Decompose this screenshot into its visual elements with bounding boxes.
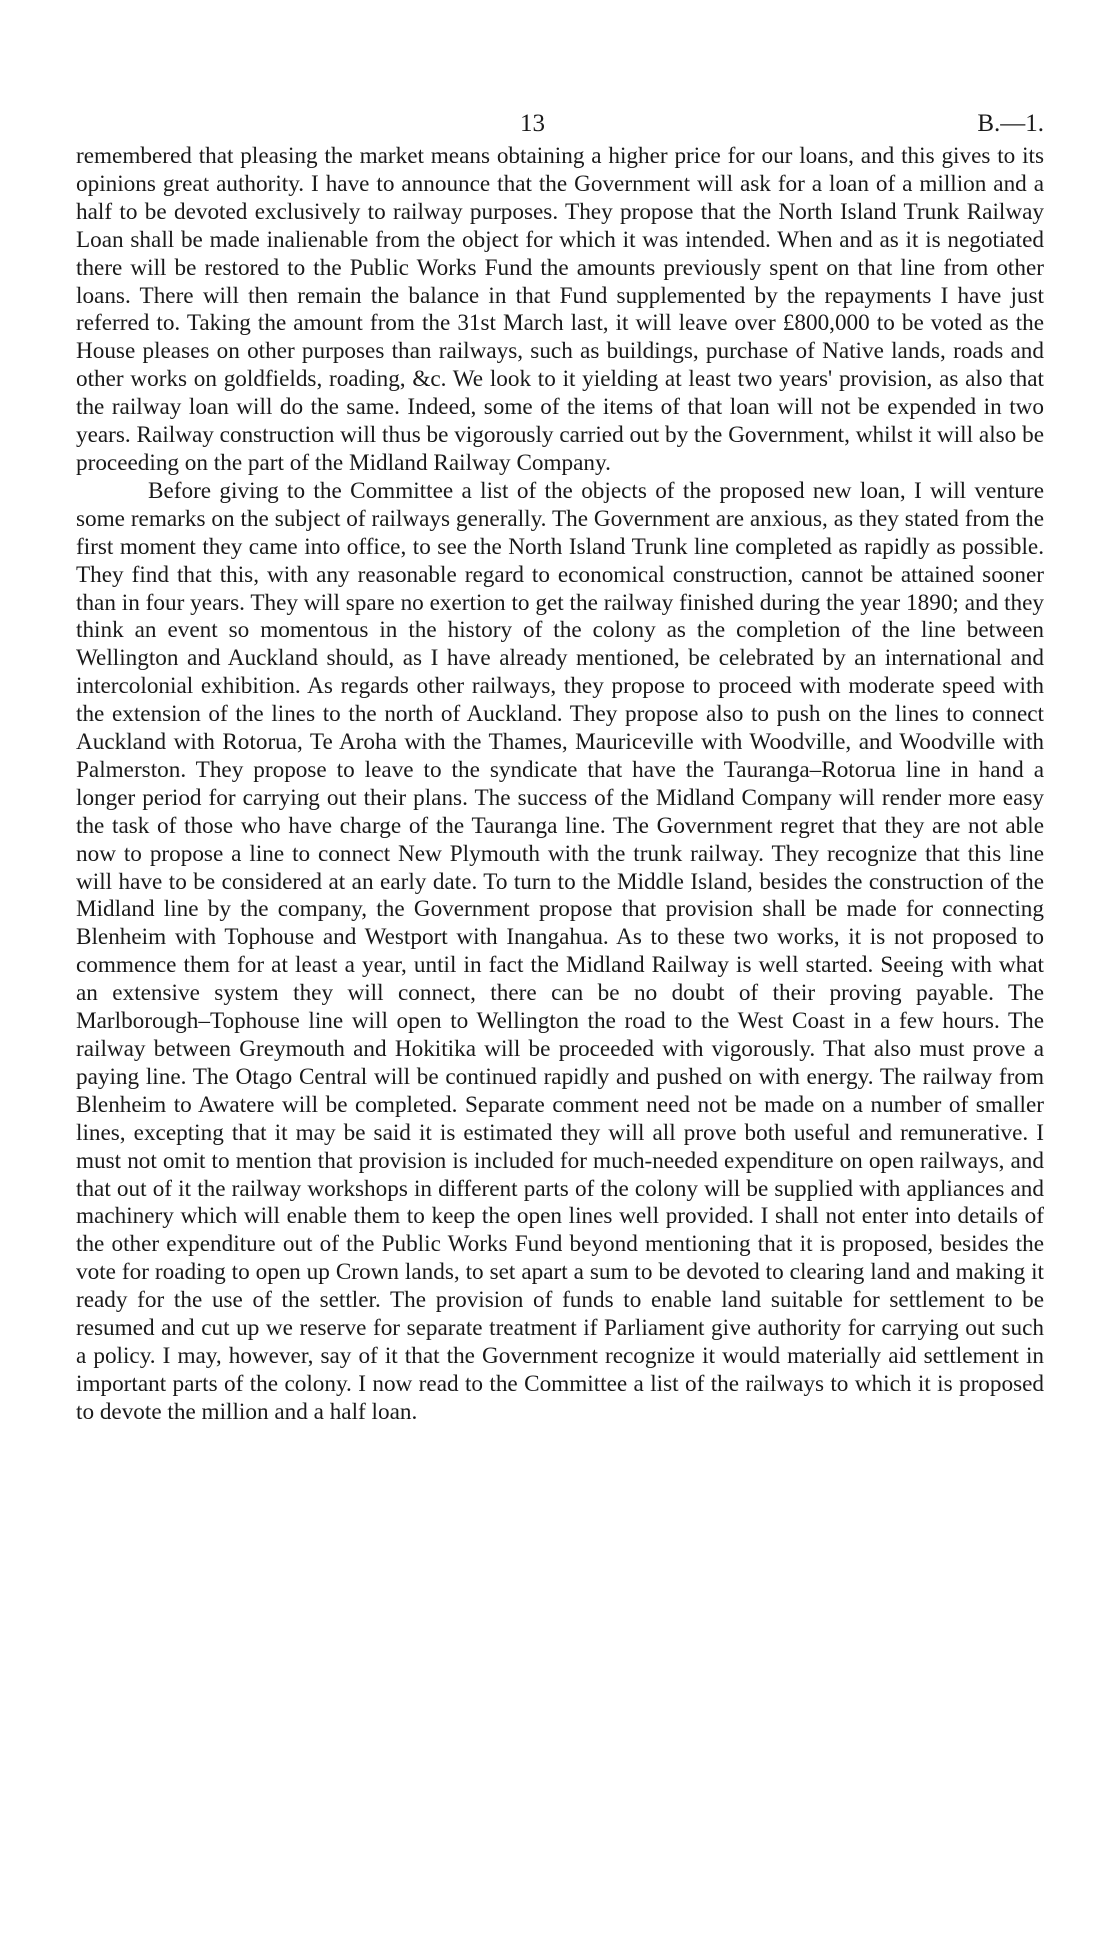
page-header [76, 110, 1044, 140]
paper-reference: B.—1. [977, 110, 1044, 137]
paragraph-continued: remembered that pleasing the market means obtaining a higher price for our loans, and this gives to its opinions great authority. I have to announce that the Government will ask for a loan of a million and a half to be devoted exclusively to railway purposes. They propose that the North Island Trunk Railway Loan shall be made inalienable from the object for which it was intended. When and as it is negotiated there will be restored to the Public Works Fund the amounts previously spent on that line from other loans. There will then remain the balance in that Fund supplemented by the repayments I have just referred to. Taking the amount from the 31st March last, it will leave over £800,000 to be voted as the House pleases on other purposes than railways, such as buildings, purchase of Native lands, roads and other works on goldfields, roading, &c. We look to it yielding at least two years' provision, as also that the railway loan will do the same. Indeed, some of the items of that loan will not be expended in two years. Railway construction will thus be vigorously carried out by the Government, whilst it will also be proceeding on the part of the Midland Railway Company. [76, 143, 1044, 476]
page-number: 13 [520, 110, 545, 137]
body-text [76, 143, 1044, 1427]
paragraph-railways: Before giving to the Committee a list of the objects of the proposed new loan, I will venture some remarks on the subject of railways generally. The Government are anxious, as they stated from the first moment they came into office, to see the North Island Trunk line completed as rapidly as possible. They find that this, with any reasonable regard to economical construction, cannot be attained sooner than in four years. They will spare no exertion to get the railway finished during the year 1890; and they think an event so momentous in the history of the colony as the completion of the line between Wellington and Auckland should, as I have already mentioned, be celebrated by an international and intercolonial exhibition. As regards other railways, they propose to proceed with moderate speed with the extension of the lines to the north of Auckland. They propose also to push on the lines to connect Auckland with Rotorua, Te Aroha with the Thames, Mauriceville with Woodville, and Woodville with Palmerston. They propose to leave to the syndicate that have the Tauranga–Rotorua line in hand a longer period for carrying out their plans. The success of the Midland Company will render more easy the task of those who have charge of the Tauranga line. The Government regret that they are not able now to propose a line to connect New Plymouth with the trunk railway. They recognize that this line will have to be considered at an early date. To turn to the Middle Island, besides the construction of the Midland line by the company, the Government propose that provision shall be made for connecting Blenheim with Tophouse and Westport with Inangahua. As to these two works, it is not proposed to commence them for at least a year, until in fact the Midland Railway is well started. Seeing with what an extensive system they will connect, there can be no doubt of their proving payable. The Marlborough–Tophouse line will open to Wellington the road to the West Coast in a few hours. The railway between Greymouth and Hokitika will be proceeded with vigorously. That also must prove a paying line. The Otago Central will be continued rapidly and pushed on with energy. The railway from Blenheim to Awatere will be completed. Separate comment need not be made on a number of smaller lines, excepting that it may be said it is estimated they will all prove both useful and remunerative. I must not omit to mention that provision is included for much-needed expenditure on open railways, and that out of it the railway workshops in different parts of the colony will be supplied with appliances and machinery which will enable them to keep the open lines well provided. I shall not enter into details of the other expenditure out of the Public Works Fund beyond mentioning that it is proposed, besides the vote for roading to open up Crown lands, to set apart a sum to be devoted to clearing land and making it ready for the use of the settler. The provision of funds to enable land suitable for settlement to be resumed and cut up we reserve for separate treatment if Parliament give authority for carrying out such a policy. I may, however, say of it that the Government recognize it would materially aid settlement in important parts of the colony. I now read to the Committee a list of the railways to which it is proposed to devote the million and a half loan. [76, 477, 1044, 1425]
